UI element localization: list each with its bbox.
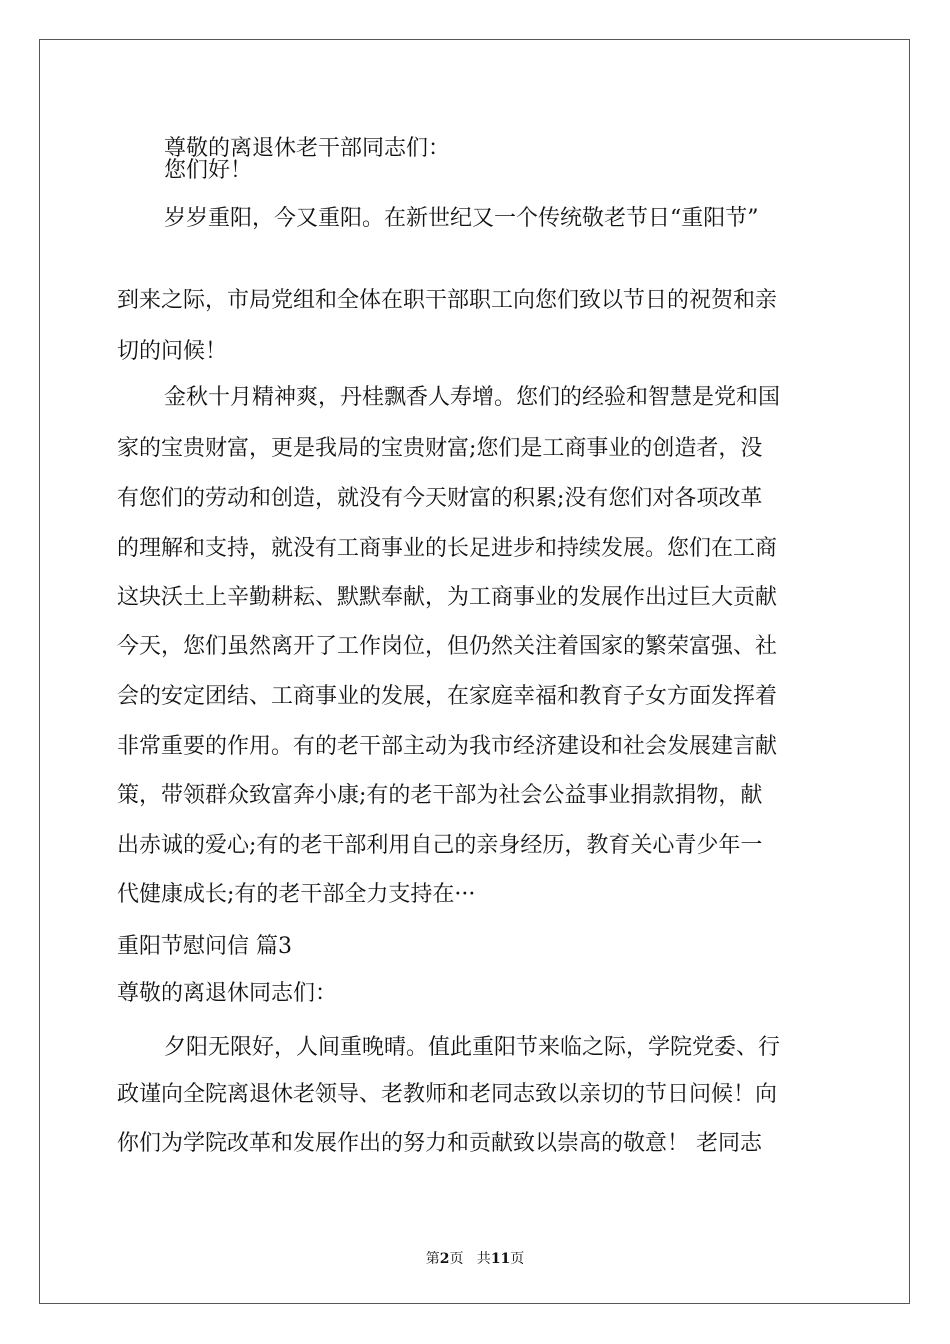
paragraph-line: 政谨向全院离退休老领导、老教师和老同志致以亲切的节日问候！向: [117, 1082, 778, 1107]
salutation-2: 尊敬的离退休同志们：: [117, 981, 338, 1006]
paragraph-line: 有您们的劳动和创造，就没有今天财富的积累;没有您们对各项改革: [117, 486, 763, 511]
paragraph-line: 非常重要的作用。有的老干部主动为我市经济建设和社会发展建言献: [117, 734, 778, 759]
paragraph-line: 的理解和支持，就没有工商事业的长足进步和持续发展。您们在工商: [117, 536, 778, 561]
paragraph-line: 家的宝贵财富，更是我局的宝贵财富;您们是工商事业的创造者，没: [117, 436, 763, 461]
salutation-1: 尊敬的离退休老干部同志们：: [164, 136, 451, 161]
footer-page-number: 2: [439, 1251, 450, 1267]
greeting: 您们好！: [164, 158, 253, 183]
footer-mid: 页 共: [449, 1251, 491, 1267]
paragraph-line: 切的问候！: [117, 339, 228, 364]
paragraph-line: 你们为学院改革和发展作出的努力和贡献致以崇高的敬意！ 老同志: [117, 1131, 762, 1156]
paragraph-line: 今天，您们虽然离开了工作岗位，但仍然关注着国家的繁荣富强、社: [117, 634, 778, 659]
paragraph-line: 出赤诚的爱心;有的老干部利用自己的亲身经历，教育关心青少年一: [117, 833, 763, 858]
footer-total-pages: 11: [490, 1251, 511, 1267]
page-footer: [0, 1248, 950, 1268]
paragraph-line: 会的安定团结、工商事业的发展，在家庭幸福和教育子女方面发挥着: [117, 684, 778, 709]
footer-suffix: 页: [510, 1251, 525, 1267]
paragraph-line: 到来之际，市局党组和全体在职干部职工向您们致以节日的祝贺和亲: [117, 288, 778, 313]
paragraph-line: 策，带领群众致富奔小康;有的老干部为社会公益事业捐款捐物，献: [117, 783, 763, 808]
section-heading: 重阳节慰问信 篇3: [117, 934, 292, 959]
footer-prefix: 第: [425, 1251, 440, 1267]
paragraph-line: 这块沃土上辛勤耕耘、默默奉献，为工商事业的发展作出过巨大贡献: [117, 585, 778, 610]
paragraph-line: 夕阳无限好，人间重晚晴。值此重阳节来临之际，学院党委、行: [164, 1035, 781, 1060]
paragraph-line: 代健康成长;有的老干部全力支持在···: [117, 882, 476, 907]
paragraph-line: 金秋十月精神爽，丹桂飘香人寿增。您们的经验和智慧是党和国: [164, 385, 781, 410]
paragraph-line: 岁岁重阳，今又重阳。在新世纪又一个传统敬老节日“重阳节”: [164, 206, 759, 231]
